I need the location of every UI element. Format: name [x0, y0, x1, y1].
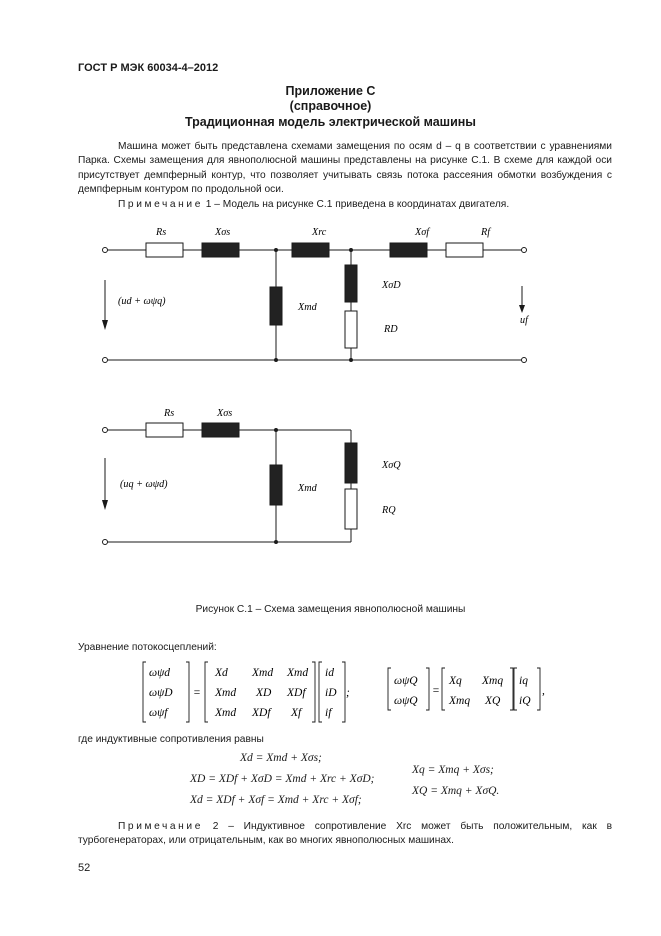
appendix-heading: Традиционная модель электрической машины	[185, 115, 476, 129]
page-number: 52	[78, 862, 91, 874]
label-rd: RD	[384, 324, 398, 335]
label-source-q: (uq + ωψd)	[120, 479, 168, 490]
m-d-22: Xf	[291, 707, 302, 719]
label-rs-d: Rs	[156, 227, 167, 238]
note-2-label: Примечание	[118, 821, 203, 832]
eq-right-1: XQ = Xmq + XσQ.	[412, 785, 500, 797]
m-d-20: Xmd	[215, 707, 237, 719]
appendix-subtitle: (справочное)	[289, 99, 372, 113]
appendix-title: Приложение С	[285, 84, 376, 98]
m-d-10: Xmd	[215, 687, 237, 699]
figure-caption: Рисунок С.1 – Схема замещения явнополюсной машины	[195, 604, 466, 615]
m-q-lhs-1: ωψQ	[394, 695, 418, 707]
label-rq: RQ	[382, 505, 396, 516]
label-rs-q: Rs	[164, 408, 175, 419]
label-xsd: XσD	[382, 280, 401, 291]
m-q-00: Xq	[449, 675, 462, 687]
inductive-label: где индуктивные сопротивления равны	[78, 734, 264, 745]
m-q-10: Xmq	[449, 695, 471, 707]
m-d-00: Xd	[215, 667, 228, 679]
m-d-rhs-2: if	[325, 707, 332, 719]
m-q-11: XQ	[485, 695, 501, 707]
label-uf: uf	[520, 315, 528, 326]
svg-text:=: =	[432, 685, 440, 697]
note-2-text: 2 – Индуктивное сопротивление Xrc может быть положительным, как в турбогенераторах, или отрицательным, как во многих явнополюсных машинах.	[78, 821, 612, 846]
m-d-rhs-1: iD	[325, 687, 337, 699]
label-xss-d: Xσs	[215, 227, 231, 238]
flux-label: Уравнение потокосцеплений:	[78, 642, 217, 653]
eq-left-0: Xd = Xmd + Xσs;	[240, 752, 322, 764]
label-xrc: Xrc	[312, 227, 327, 238]
m-d-12: XDf	[287, 687, 306, 699]
label-source-d: (ud + ωψq)	[118, 296, 166, 307]
m-d-11: XD	[256, 687, 272, 699]
label-rf: Rf	[481, 227, 491, 238]
m-q-rhs-0: iq	[519, 675, 528, 687]
intro-text: Машина может быть представлена схемами замещения по осям d – q в соответствии с уравнениями Парка. Схемы замещения для явнополюсной машины представлены на рисунке С.1. В схеме для каждой оси присутствует демпферный контур, что позволяет учитывать связь потока рассеяния обмотки возбуждения с демпферным контуром по продольной оси.	[78, 141, 612, 195]
m-d-lhs-1: ωψD	[149, 687, 173, 699]
m-d-01: Xmd	[252, 667, 274, 679]
label-xmd-q: Xmd	[298, 483, 317, 494]
note-2	[78, 820, 612, 848]
svg-text:=: =	[193, 687, 201, 699]
svg-text:;: ;	[346, 687, 350, 699]
eq-left-1: XD = XDf + XσD = Xmd + Xrc + XσD;	[190, 773, 375, 785]
label-xmd-d: Xmd	[298, 302, 317, 313]
eq-right-0: Xq = Xmq + Xσs;	[412, 764, 494, 776]
m-q-rhs-1: iQ	[519, 695, 531, 707]
note-1-label: Примечание	[118, 199, 203, 210]
m-q-01: Xmq	[482, 675, 504, 687]
svg-text:,: ,	[542, 685, 545, 697]
m-d-02: Xmd	[287, 667, 309, 679]
m-d-21: XDf	[252, 707, 271, 719]
eq-left-2: Xd = XDf + Xσf = Xmd + Xrc + Xσf;	[190, 794, 362, 806]
note-1-text: 1 – Модель на рисунке С.1 приведена в координатах двигателя.	[202, 199, 510, 210]
label-xss-q: Xσs	[217, 408, 233, 419]
m-d-lhs-0: ωψd	[149, 667, 171, 679]
m-q-lhs-0: ωψQ	[394, 675, 418, 687]
label-xsf: Xσf	[415, 227, 430, 238]
label-xsq: XσQ	[382, 460, 401, 471]
m-d-rhs-0: id	[325, 667, 334, 679]
document-header: ГОСТ Р МЭК 60034-4–2012	[78, 62, 219, 74]
m-d-lhs-2: ωψf	[149, 707, 168, 719]
